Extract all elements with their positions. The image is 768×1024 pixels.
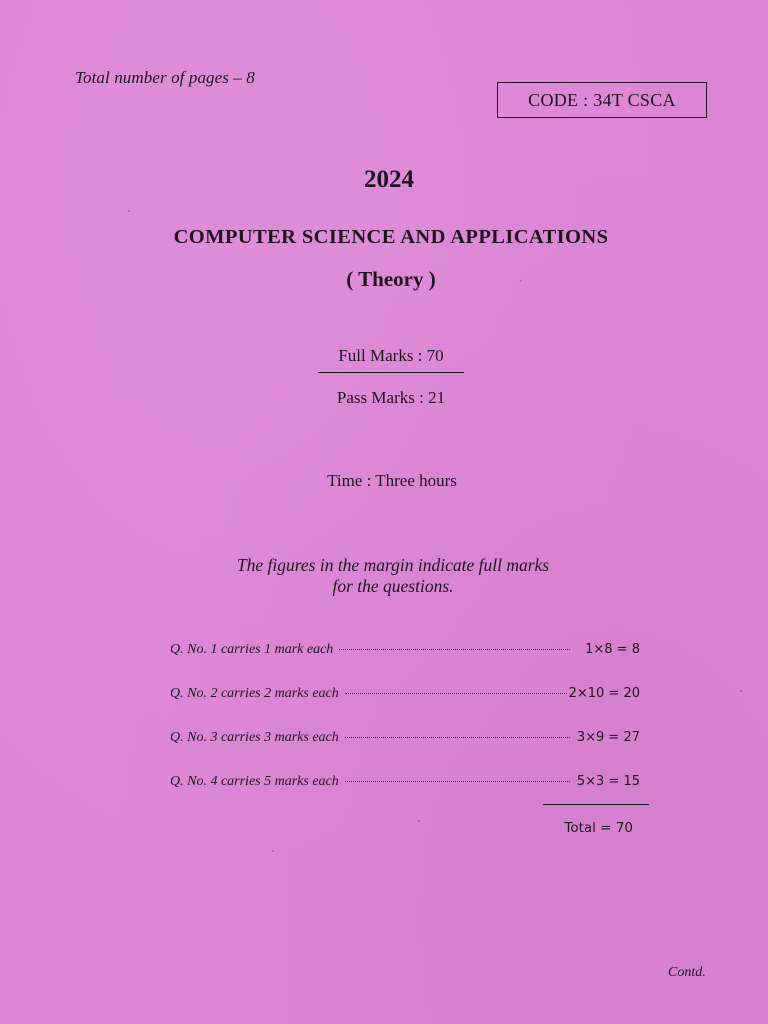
subject-title: COMPUTER SCIENCE AND APPLICATIONS <box>173 226 609 248</box>
margin-instruction <box>0 555 768 597</box>
paper-speck <box>272 850 274 852</box>
marks-row-calc: 2×10 = 20 <box>568 686 640 701</box>
total-marks: Total = 70 <box>564 820 633 836</box>
total-pages-note: Total number of pages – 8 <box>75 68 255 87</box>
marks-row-label: Q. No. 2 carries 2 marks each <box>170 686 339 701</box>
instruction-line-2: for the questions. <box>332 576 454 596</box>
marks-row-calc: 3×9 = 27 <box>576 730 640 745</box>
marks-row-calc: 1×8 = 8 <box>585 642 640 657</box>
dot-leader <box>345 737 570 738</box>
instruction-line-1: The figures in the margin indicate full marks <box>236 555 550 575</box>
dot-leader <box>345 693 567 694</box>
marks-row-q4 <box>170 774 640 794</box>
marks-row-label: Q. No. 1 carries 1 mark each <box>170 642 334 657</box>
paper-type: ( Theory ) <box>346 267 436 291</box>
exam-duration: Time : Three hours <box>327 471 457 490</box>
paper-speck <box>740 690 742 692</box>
paper-speck <box>520 280 522 282</box>
dot-leader <box>339 649 570 650</box>
marks-row-label: Q. No. 4 carries 5 marks each <box>170 774 339 789</box>
marks-row-label: Q. No. 3 carries 3 marks each <box>170 730 339 745</box>
pass-marks: Pass Marks : 21 <box>336 388 446 407</box>
dot-leader <box>345 781 570 782</box>
paper-speck <box>418 820 420 822</box>
paper-code-box: CODE : 34T CSCA <box>497 82 707 118</box>
marks-row-calc: 5×3 = 15 <box>576 774 640 789</box>
paper-speck <box>128 210 130 212</box>
marks-row-q2 <box>170 686 640 706</box>
full-marks: Full Marks : 70 <box>318 346 464 373</box>
marks-row-q3 <box>170 730 640 750</box>
continued-note: Contd. <box>668 965 706 980</box>
marks-row-q1 <box>170 642 640 662</box>
exam-year: 2024 <box>364 166 414 193</box>
total-rule <box>543 804 649 805</box>
